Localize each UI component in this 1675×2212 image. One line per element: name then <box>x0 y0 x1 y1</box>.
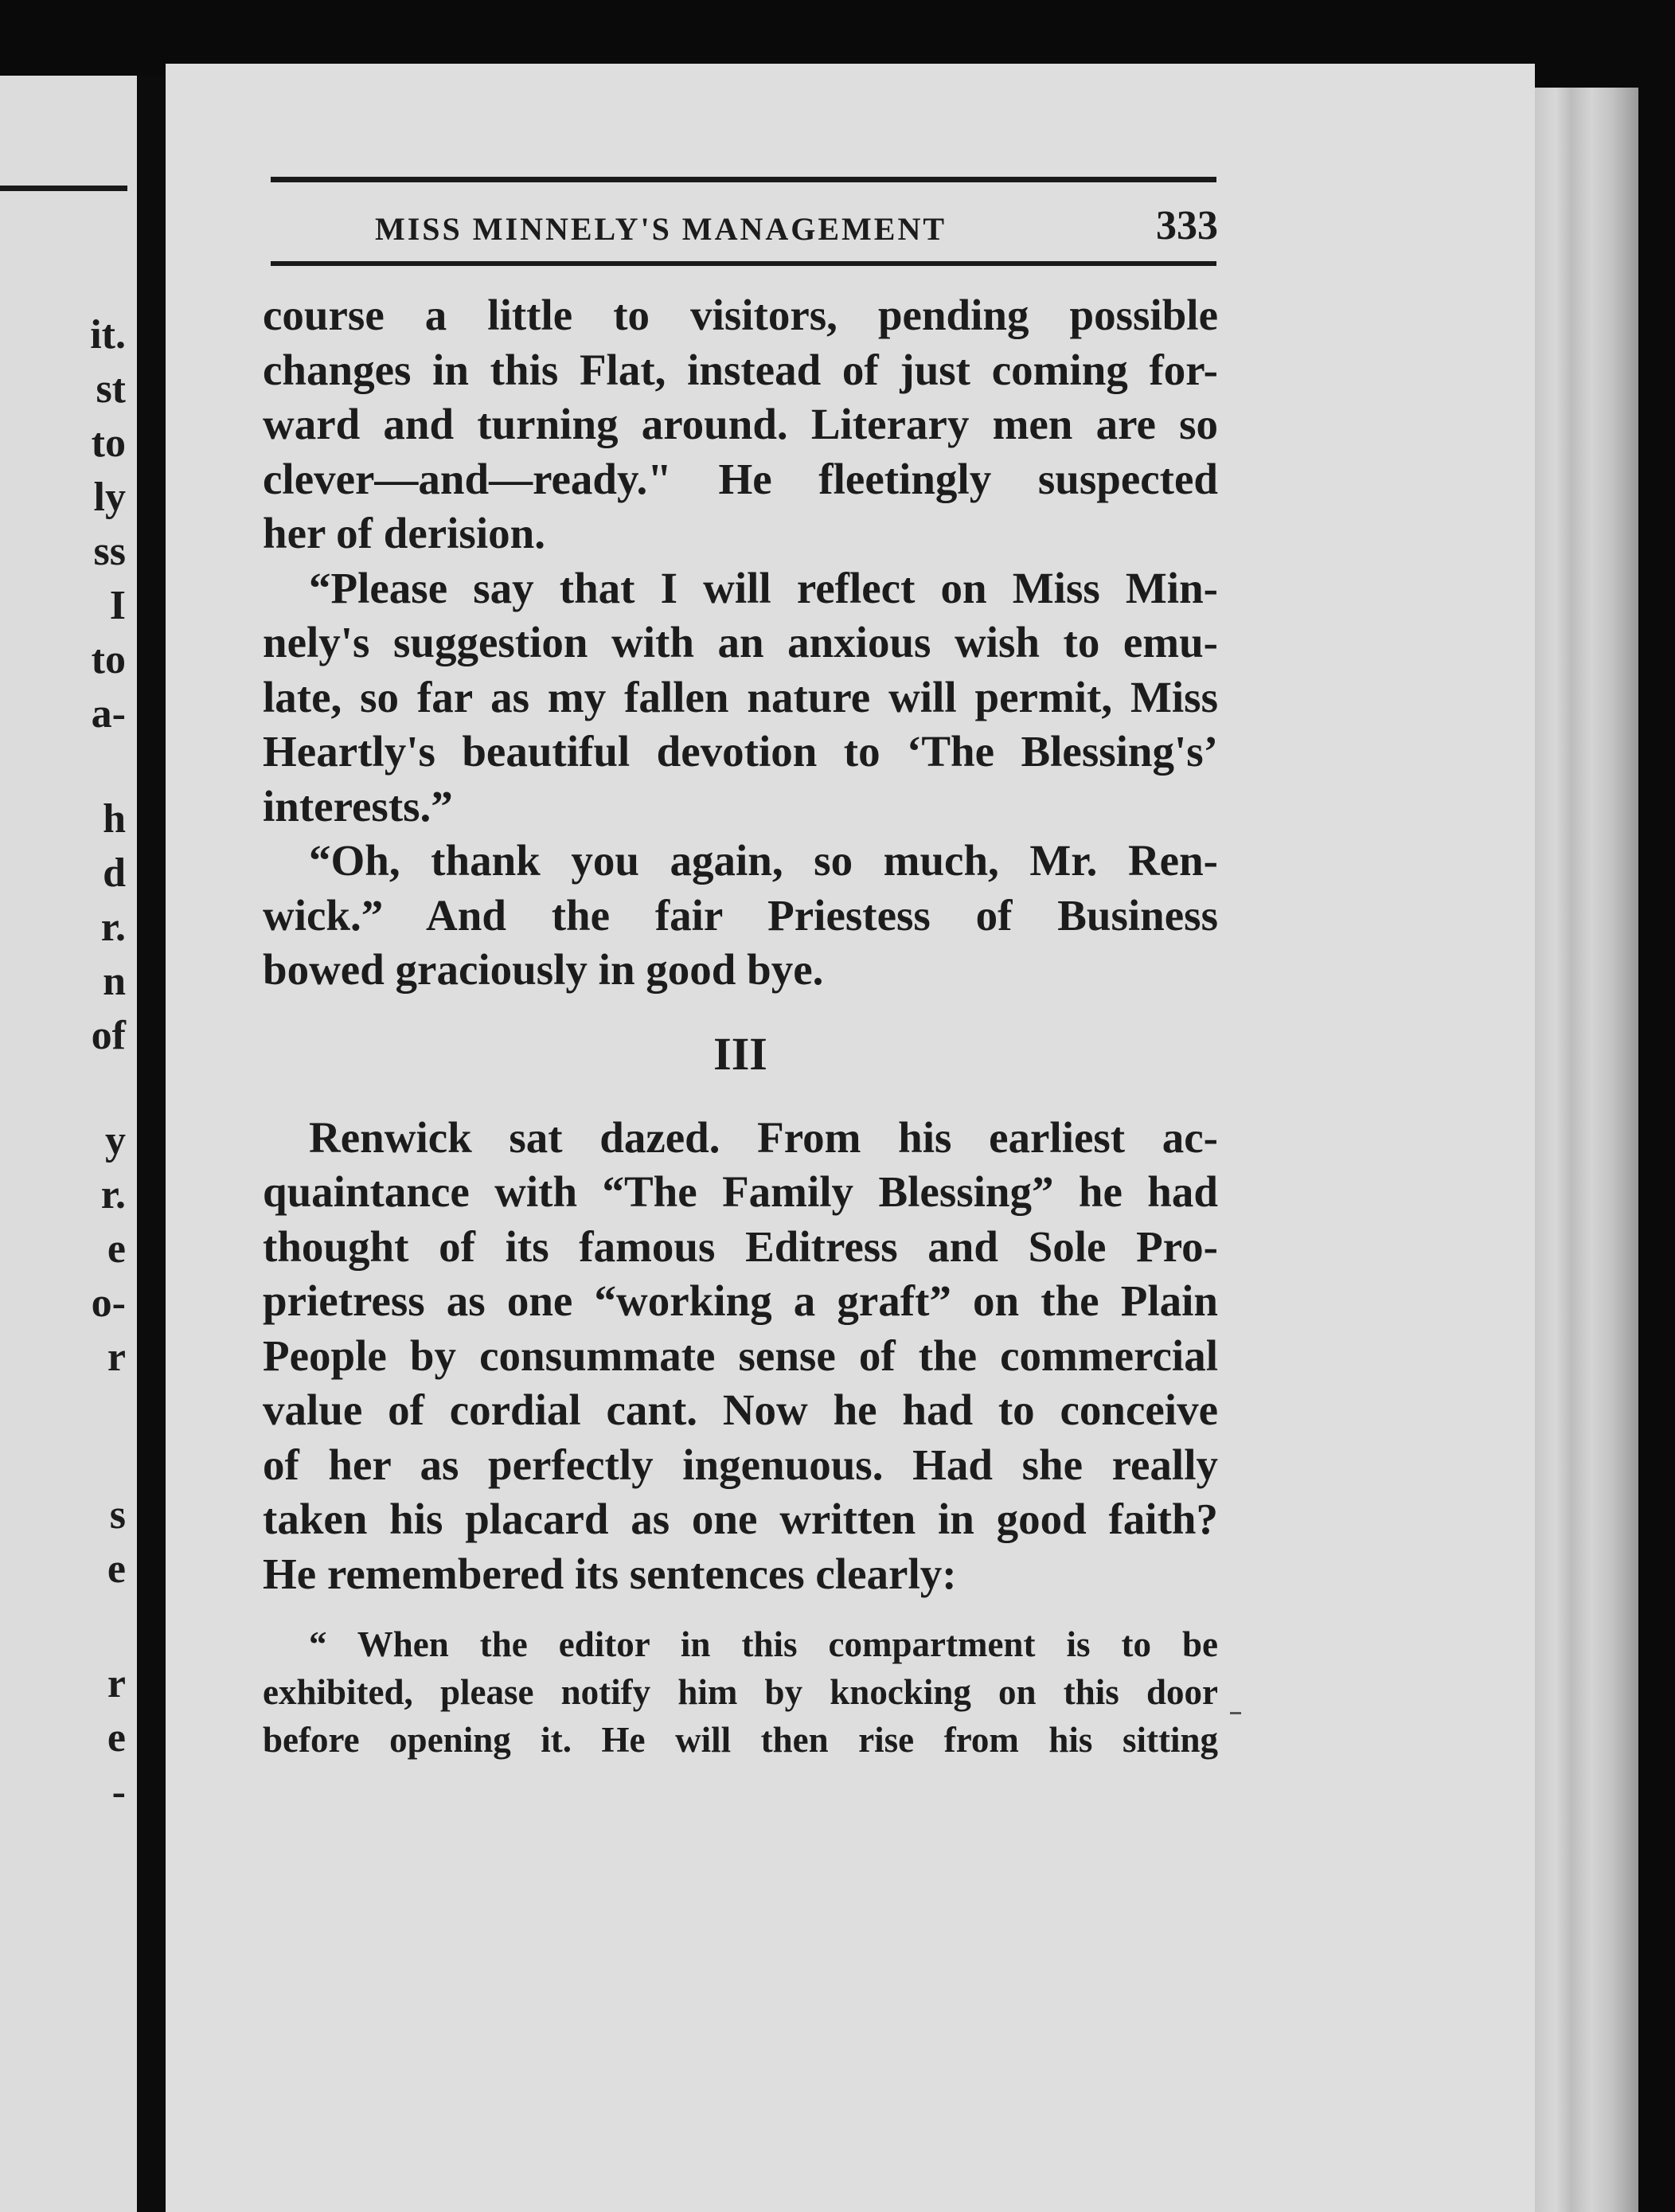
header-bottom-rule <box>271 261 1216 266</box>
quote-line: before opening it. He will then rise from his sitting <box>263 1720 1218 1760</box>
facing-page-fragment: n <box>103 959 126 1004</box>
text-line: prietress as one “working a graft” on the Plain <box>263 1276 1218 1325</box>
text-line: her of derision. <box>263 509 545 557</box>
facing-page-fragment: e <box>107 1546 126 1592</box>
running-title: MISS MINNELY'S MANAGEMENT <box>374 211 947 247</box>
text-line: Heartly's beautiful devotion to ‘The Blessing's’ <box>263 727 1218 776</box>
quote-line: “ When the editor in this compartment is to be <box>309 1624 1218 1664</box>
text-line: nely's suggestion with an anxious wish to emu- <box>263 618 1218 666</box>
book-gutter <box>137 76 166 2212</box>
facing-page-fragment: to <box>91 420 126 466</box>
facing-page-header-rule <box>0 186 127 191</box>
page-body <box>263 288 1218 1764</box>
facing-page-fragment: e <box>107 1226 126 1272</box>
facing-page-fragment: s <box>109 1492 126 1538</box>
facing-page-fragment: I <box>109 583 126 628</box>
text-line: changes in this Flat, instead of just coming for- <box>263 345 1218 394</box>
facing-page-fragment: it. <box>90 312 126 358</box>
text-line: ward and turning around. Literary men are so <box>263 400 1218 448</box>
quote-line: exhibited, please notify him by knocking on this door <box>263 1672 1218 1712</box>
text-line: wick.” And the fair Priestess of Business <box>263 890 1218 940</box>
facing-page-fragment: to <box>91 637 126 682</box>
page-stack-edge <box>1535 88 1638 2212</box>
facing-page-fragment: y <box>105 1118 126 1163</box>
text-line: thought of its famous Editress and Sole Pro- <box>263 1221 1218 1271</box>
facing-page-fragment: ly <box>93 475 126 520</box>
page-number: 333 <box>1156 203 1218 248</box>
header-top-rule <box>271 177 1216 182</box>
text-line: late, so far as my fallen nature will permit, Miss <box>263 672 1218 721</box>
facing-page-fragment: - <box>111 1769 126 1815</box>
text-line: Renwick sat dazed. From his earliest ac- <box>309 1112 1218 1162</box>
section-heading: III <box>713 1027 767 1080</box>
facing-page-edge <box>0 76 137 2212</box>
facing-page-fragment: a- <box>91 691 126 737</box>
facing-page-fragment: st <box>96 366 126 412</box>
text-line: “Oh, thank you again, so much, Mr. Ren- <box>309 836 1218 885</box>
text-line: bowed graciously in good bye. <box>263 945 824 994</box>
text-line: course a little to visitors, pending possible <box>263 291 1218 339</box>
facing-page-fragment: e <box>107 1715 126 1761</box>
facing-page-fragment: r <box>107 1661 126 1706</box>
facing-page-fragment: of <box>91 1013 126 1058</box>
facing-page-fragment: r. <box>100 1172 126 1217</box>
text-line: He remembered its sentences clearly: <box>263 1549 957 1598</box>
text-line: “Please say that I will reflect on Miss Min- <box>309 563 1218 612</box>
facing-page-fragment: h <box>103 796 126 842</box>
text-line: taken his placard as one written in good faith? <box>263 1495 1218 1543</box>
text-line: value of cordial cant. Now he had to conceive <box>263 1385 1218 1434</box>
facing-page-fragment: ss <box>93 529 126 574</box>
facing-page-fragment: r <box>107 1335 126 1380</box>
text-line: quaintance with “The Family Blessing” he had <box>263 1167 1218 1216</box>
facing-page-fragment: d <box>103 850 126 896</box>
margin-mark <box>1230 1712 1241 1714</box>
text-line: clever—and—ready." He fleetingly suspected <box>263 454 1218 503</box>
text-line: interests.” <box>263 781 453 830</box>
facing-page-fragment: o- <box>91 1280 126 1326</box>
facing-page-fragment: r. <box>100 905 126 950</box>
text-line: of her as perfectly ingenuous. Had she really <box>263 1440 1218 1489</box>
text-line: People by consummate sense of the commercial <box>263 1331 1218 1380</box>
